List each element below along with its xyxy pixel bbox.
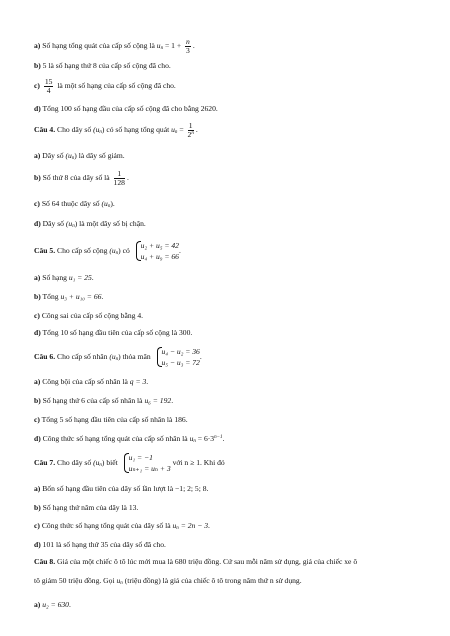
sequence-notation: ($u_n$ [109, 351, 119, 362]
recurrence-system: u₁ = −1 uₙ₊₁ = uₙ + 3 [123, 452, 171, 474]
option-b: b) Tổng u₃ + u₁₀ = 66. [34, 292, 104, 301]
sequence-notation: ($u_n$ [109, 245, 119, 256]
question-8-continued: tô giảm 50 triệu đồng. Gọi $u_n$ (triệu đồng) là giá của chiếc ô tô trong năm thứ n sử dụng. [34, 576, 302, 586]
option-b: b) Số hạng thứ năm của dãy là 13. [34, 503, 139, 512]
option-b: b) 5 là số hạng thứ 8 của cấp số cộng đã cho. [34, 61, 171, 70]
question-7: Câu 7. Cho dãy số $(u_n)$ biết u₁ = −1 uₙ₊₁ = uₙ + 3 với n ≥ 1. Khi đó [34, 453, 225, 473]
option-a: a) Số hạng tổng quát của cấp số cộng là $u_n = 1$ + $\frac{n}{3}$ . [34, 37, 195, 55]
option-c: c) Tổng 5 số hạng đầu tiên của cấp số nhân là 186. [34, 415, 188, 424]
option-a: a) Bốn số hạng đầu tiên của dãy số lần lượt là −1; 2; 5; 8. [34, 484, 209, 493]
option-c: c) Công thức số hạng tổng quát của dãy số là $u_n = 2n - 3$. [34, 521, 210, 531]
fraction: $\frac{n}{3}$ [186, 37, 190, 55]
option-b: b) Số hạng thứ 6 của cấp số nhân là u₆ = 192. [34, 396, 174, 405]
question-6: Câu 6. Cho cấp số nhân $(u_n)$ thỏa mãn u₄ − u₂ = 36 u₅ − u₃ = 72 . [34, 347, 202, 367]
option-b: b) Số thứ 8 của dãy số là $\frac{1}{128}$ . [34, 169, 129, 187]
option-c: c) $\frac{15}{4}$ là một số hạng của cấp số cộng đã cho. [34, 77, 176, 95]
question-8: Câu 8. Giá của một chiếc ô tô lúc mới mua là 680 triệu đồng. Cứ sau mỗi năm sử dụng, giá của chiếc xe ô [34, 557, 358, 566]
fraction: $\frac{1}{2^n}$ [187, 121, 194, 139]
option-a: a) Dãy số $(u_n)$ là dãy số giảm. [34, 151, 125, 161]
equation-system: u₄ − u₂ = 36 u₅ − u₃ = 72 [156, 346, 200, 368]
question-5: Câu 5. Cho cấp số cộng $(u_n)$ có u₂ + u₅ = 42 u₄ + u₉ = 66 . [34, 241, 181, 261]
option-a: a) Số hạng u₁ = 25. [34, 273, 94, 282]
question-4: Câu 4. Cho dãy số $(u_n)$ có số hạng tổng quát $u_n$ = $\frac{1}{2^n}$ . [34, 121, 198, 139]
option-d: d) Công thức số hạng tổng quát của cấp số nhân là $u_n = 6\cdot 3^{n-1}$. [34, 434, 225, 444]
sequence-notation: ($u_n$ [93, 125, 102, 136]
sequence-notation: ($u_n$ [93, 457, 102, 468]
fraction: $\frac{15}{4}$ [44, 77, 53, 95]
option-c: c) Số 64 thuộc dãy số $(u_n)$. [34, 199, 115, 209]
option-a: a) Công bội của cấp số nhân là q = 3. [34, 377, 149, 386]
option-a: a) u₂ = 630. [34, 600, 71, 609]
fraction: $\frac{1}{128}$ [113, 169, 125, 187]
option-d: d) 101 là số hạng thứ 35 của dãy số đã cho. [34, 540, 166, 549]
option-d: d) Tổng 10 số hạng đầu tiên của cấp số cộng là 300. [34, 328, 193, 337]
option-d: d) Dãy số $(u_n)$ là một dãy số bị chặn. [34, 219, 146, 229]
option-d: d) Tổng 100 số hạng đầu của cấp số cộng đã cho bằng 2620. [34, 104, 218, 113]
option-c: c) Công sai của cấp số cộng bằng 4. [34, 311, 144, 320]
equation-system: u₂ + u₅ = 42 u₄ + u₉ = 66 [135, 240, 179, 262]
